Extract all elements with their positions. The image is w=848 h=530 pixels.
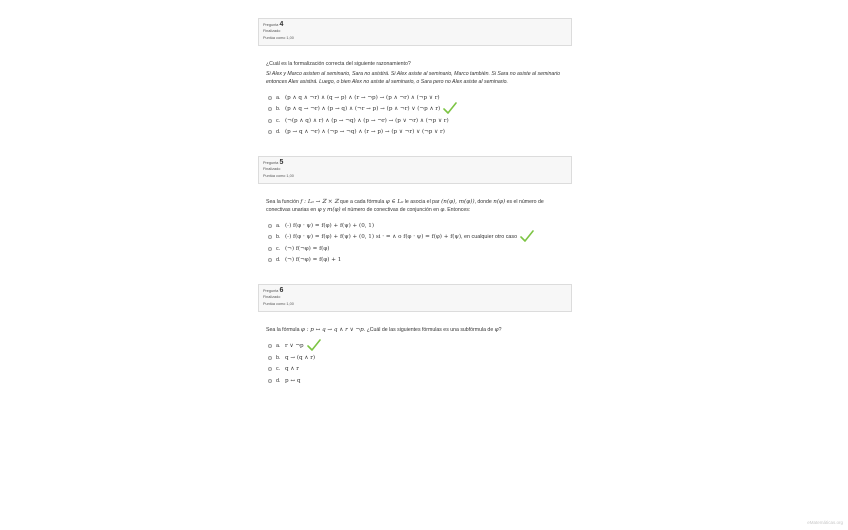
- question-state: Finalizado: [263, 29, 281, 34]
- question-state: Finalizado: [263, 295, 281, 300]
- radio-button[interactable]: [268, 130, 272, 134]
- question-score: Puntúa como 1,00: [263, 301, 294, 306]
- radio-button[interactable]: [268, 367, 272, 371]
- answer-option-c[interactable]: c. (¬) f(¬φ) = f(φ): [268, 244, 329, 254]
- question-number: Pregunta 4: [263, 21, 284, 28]
- option-formula: (¬(p ∧ q) ∧ r) ∧ (p → ¬q) ∧ (p → ¬r) → (p ∨ ¬r) ∧ (¬p ∨ r): [285, 118, 449, 124]
- radio-button[interactable]: [268, 379, 272, 383]
- radio-button[interactable]: [268, 247, 272, 251]
- answer-option-b[interactable]: b. (p ∧ q → ¬r) ∧ (p → q) ∧ (¬r → p) → (p ∧ ¬r) ∨ (¬p ∧ r): [268, 104, 457, 114]
- question-info-6: [258, 284, 572, 312]
- question-prompt: Sea la fórmula φ : p ↔ q → q ∧ r ∨ ¬p. ¿Cuál de las siguientes fórmulas es una subfórmula de φ?: [266, 327, 502, 333]
- radio-button[interactable]: [268, 119, 272, 123]
- answer-option-b[interactable]: b. q → (q ∧ r): [268, 353, 315, 363]
- answer-option-a[interactable]: a. (-) f(φ · ψ) = f(φ) + f(ψ) + (0, 1): [268, 221, 374, 231]
- radio-button[interactable]: [268, 356, 272, 360]
- question-score: Puntúa como 1,00: [263, 35, 294, 40]
- option-suffix: , en cualquier otro caso: [461, 234, 518, 240]
- answer-option-c[interactable]: c. q ∧ r: [268, 364, 299, 374]
- question-prompt: ¿Cuál es la formalización correcta del siguiente razonamiento?: [266, 61, 411, 67]
- question-info-4: [258, 18, 572, 46]
- option-formula: (¬) f(¬φ) = f(φ) + 1: [285, 257, 342, 263]
- question-number: Pregunta 6: [263, 287, 284, 294]
- question-prompt: Sea la función f : L₀ → ℤ × ℤ que a cada fórmula φ ∈ L₀ le asocia el par (n(φ), m(φ)), donde n(φ) es el número de conectivas unarias en φ y m(φ) el número de conectivas de conjunción en φ. Entonces:: [266, 199, 544, 213]
- option-formula: r ∨ ¬p: [285, 343, 304, 349]
- option-formula: (¬) f(¬φ) = f(φ): [285, 246, 330, 252]
- radio-button[interactable]: [268, 224, 272, 228]
- question-info-5: [258, 156, 572, 184]
- question-number: Pregunta 5: [263, 159, 284, 166]
- answer-option-b[interactable]: b. (-) f(φ · ψ) = f(φ) + f(ψ) + (0, 1) si · = ∧ o f(φ · ψ) = f(φ) + f(ψ) , en cualquier otro caso: [268, 232, 534, 242]
- option-formula: (p ∧ q ∧ ¬r) ∧ (q → p) ∧ (r → ¬p) → (p ∧ ¬r) ∧ (¬p ∨ r): [285, 95, 440, 101]
- answer-option-a[interactable]: a. (p ∧ q ∧ ¬r) ∧ (q → p) ∧ (r → ¬p) → (p ∧ ¬r) ∧ (¬p ∨ r): [268, 93, 440, 103]
- option-formula: (p ∧ q → ¬r) ∧ (p → q) ∧ (¬r → p) → (p ∧ ¬r) ∨ (¬p ∧ r): [285, 106, 441, 112]
- checkmark-icon: [307, 339, 321, 353]
- option-formula: (-) f(φ · ψ) = f(φ) + f(ψ) + (0, 1) si · = ∧ o f(φ · ψ) = f(φ) + f(ψ): [285, 234, 462, 240]
- radio-button[interactable]: [268, 258, 272, 262]
- question-body: Si Alex y Marco asisten al seminario, Sara no asistirá. Si Alex asiste al seminario, Marco también. Si Sara no asiste al seminario entonces Alex asistirá. Luego, o bien Alex no asiste al seminario, o Sara pero no Alex asiste al seminario.: [266, 71, 560, 85]
- watermark: eMatemáticas.org: [807, 520, 843, 525]
- option-formula: (-) f(φ · ψ) = f(φ) + f(ψ) + (0, 1): [285, 223, 375, 229]
- option-formula: (p → q ∧ ¬r) ∧ (¬p → ¬q) ∧ (r → p) → (p ∨ ¬r) ∨ (¬p ∨ r): [285, 129, 445, 135]
- answer-option-d[interactable]: d. (p → q ∧ ¬r) ∧ (¬p → ¬q) ∧ (r → p) → (p ∨ ¬r) ∨ (¬p ∨ r): [268, 127, 445, 137]
- answer-option-c[interactable]: c. (¬(p ∧ q) ∧ r) ∧ (p → ¬q) ∧ (p → ¬r) → (p ∨ ¬r) ∧ (¬p ∨ r): [268, 116, 449, 126]
- answer-option-a[interactable]: a. r ∨ ¬p: [268, 341, 321, 351]
- question-state: Finalizado: [263, 167, 281, 172]
- question-score: Puntúa como 1,00: [263, 173, 294, 178]
- option-formula: q → (q ∧ r): [285, 355, 316, 361]
- answer-option-d[interactable]: d. p ↔ q: [268, 376, 300, 386]
- radio-button[interactable]: [268, 235, 272, 239]
- checkmark-icon: [443, 102, 457, 116]
- checkmark-icon: [520, 230, 534, 244]
- option-formula: q ∧ r: [285, 366, 299, 372]
- radio-button[interactable]: [268, 344, 272, 348]
- answer-option-d[interactable]: d. (¬) f(¬φ) = f(φ) + 1: [268, 255, 341, 265]
- option-formula: p ↔ q: [285, 378, 301, 384]
- radio-button[interactable]: [268, 107, 272, 111]
- radio-button[interactable]: [268, 96, 272, 100]
